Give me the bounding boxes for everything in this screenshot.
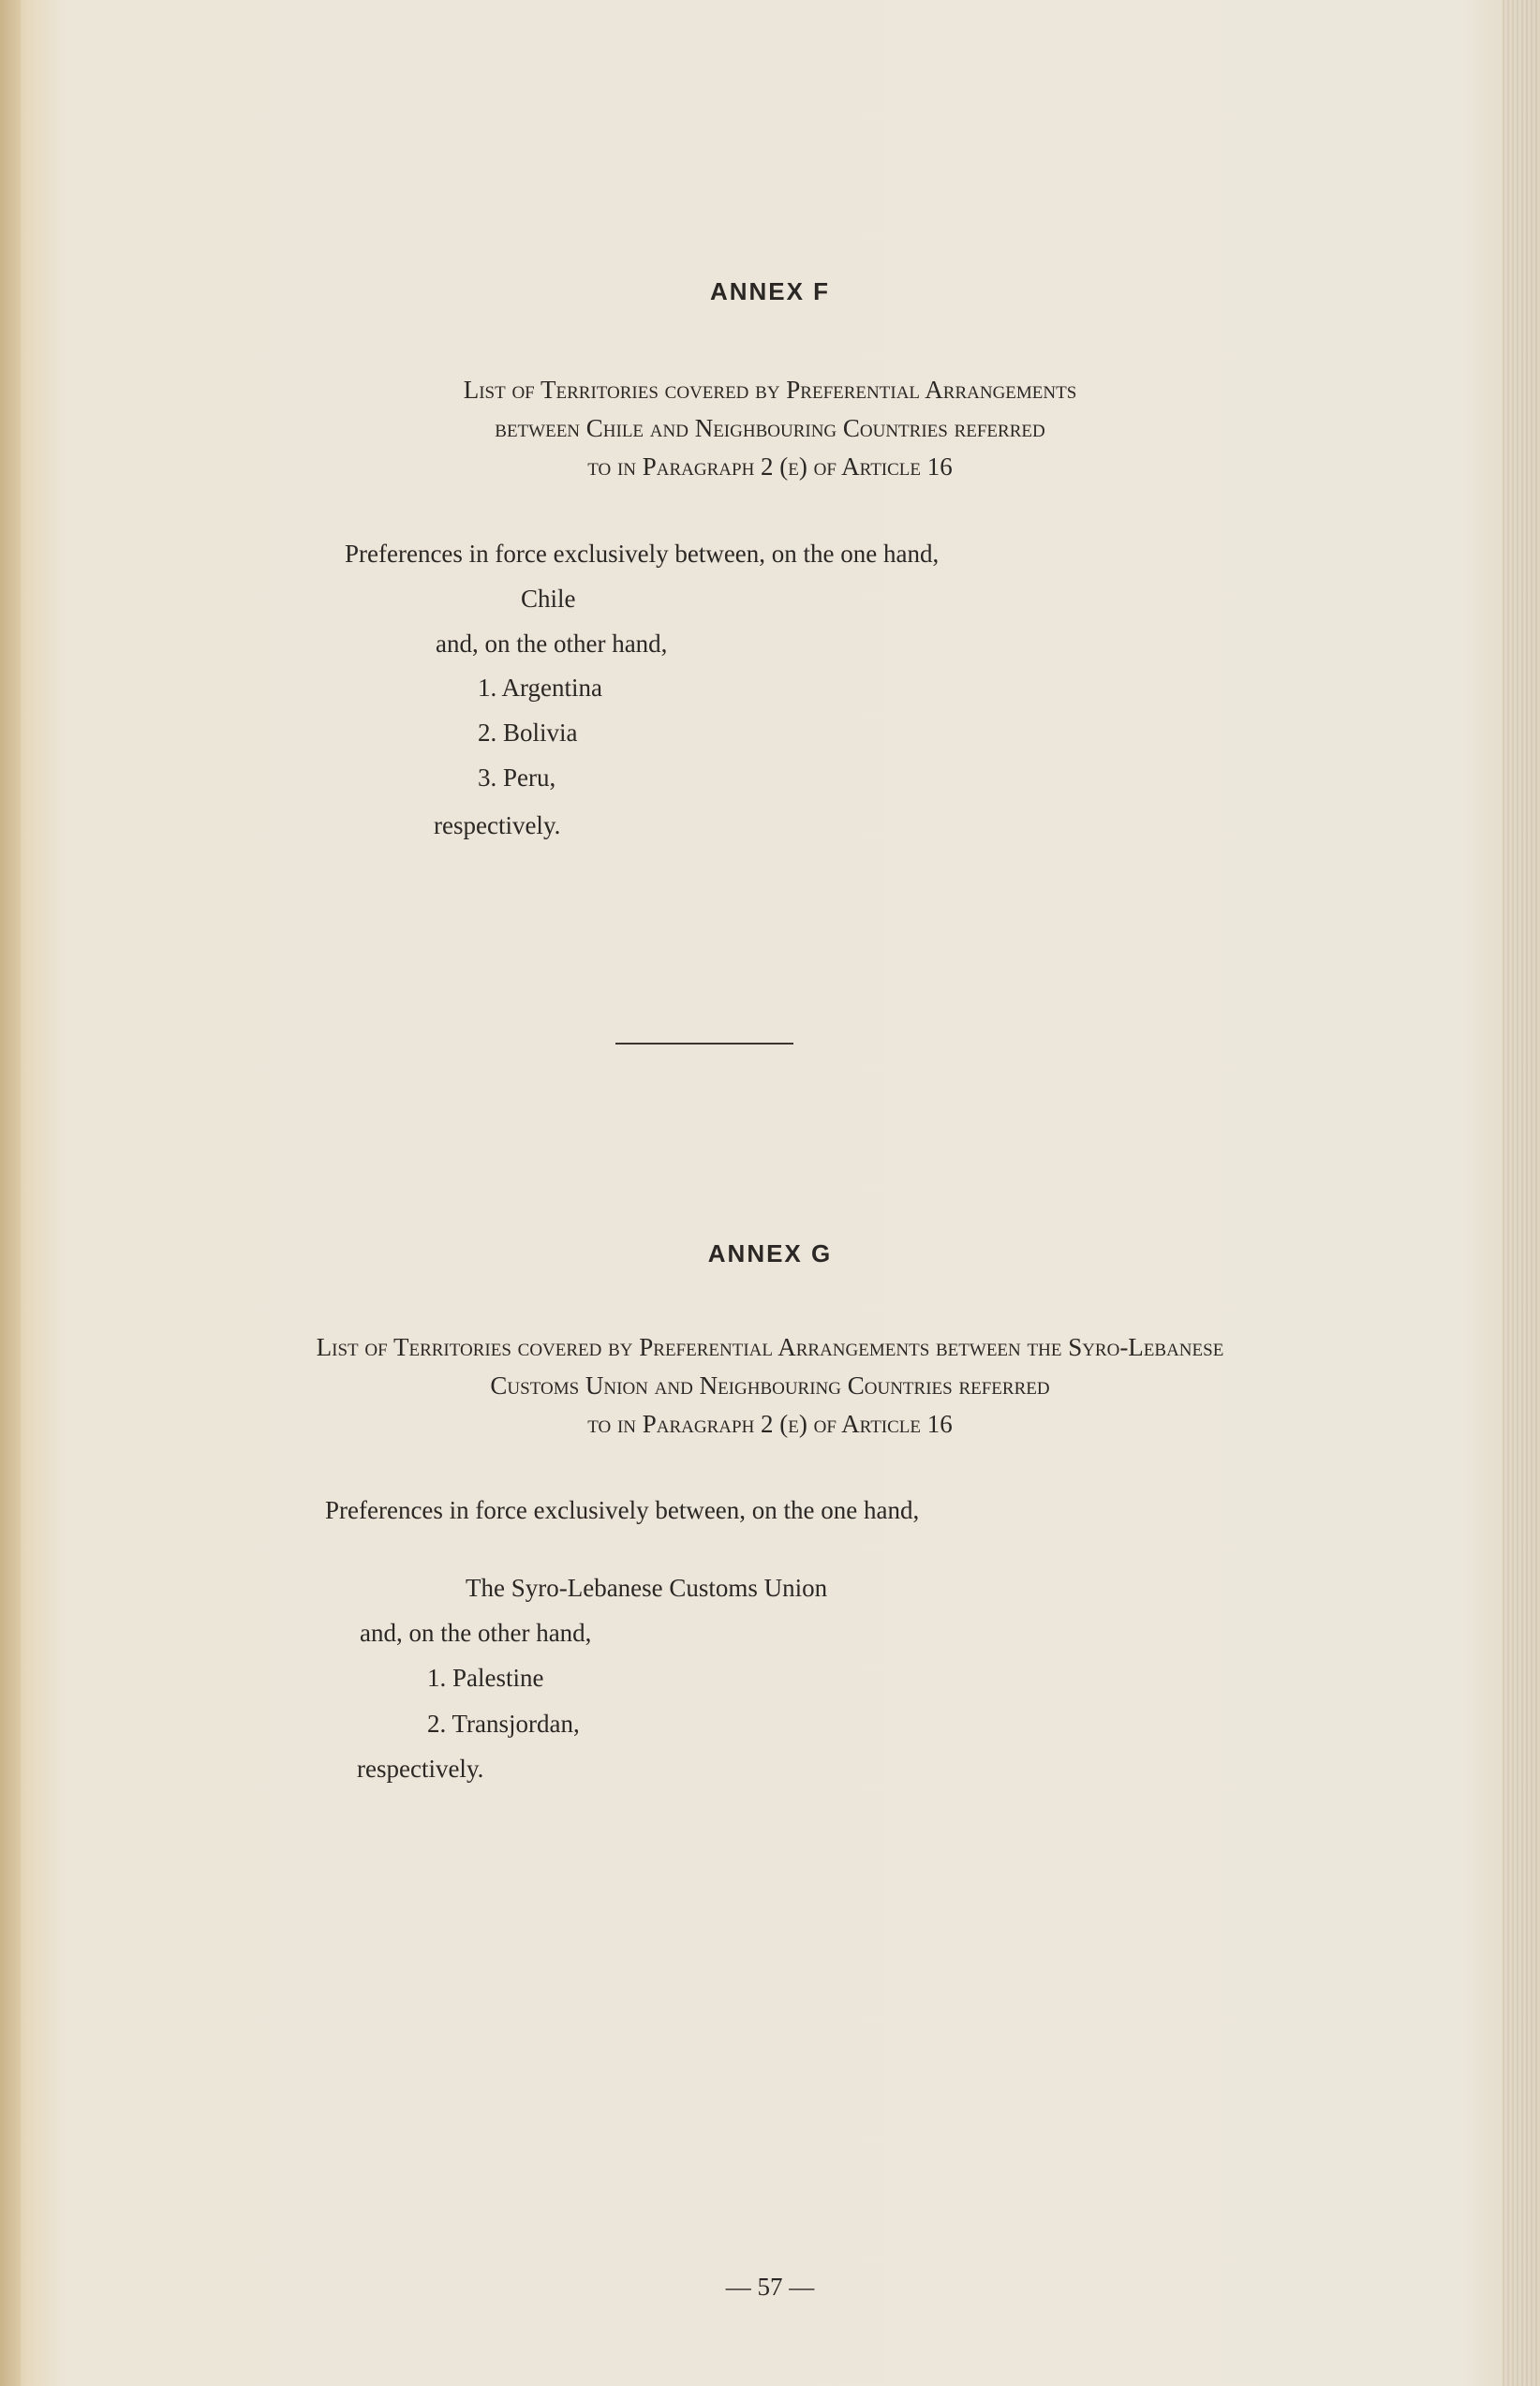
- annex-f-list-item: 1. Argentina: [478, 674, 602, 702]
- annex-f-other-hand: and, on the other hand,: [436, 630, 668, 658]
- annex-g-title: [0, 1328, 1540, 1444]
- annex-f-list-item: 2. Bolivia: [478, 719, 578, 747]
- annex-f-title-line: to in Paragraph 2 (e) of Article 16: [587, 452, 953, 481]
- annex-f-heading: ANNEX F: [709, 277, 831, 305]
- annex-f-intro: Preferences in force exclusively between, on the one hand,: [345, 540, 940, 568]
- annex-g-party: The Syro-Lebanese Customs Union: [466, 1574, 828, 1602]
- annex-f-party: Chile: [521, 585, 576, 613]
- annex-f-title: [0, 371, 1540, 486]
- annex-f-list-item: 3. Peru,: [478, 763, 556, 792]
- annex-g-intro: Preferences in force exclusively between, on the one hand,: [325, 1496, 920, 1524]
- page-edges: [1503, 0, 1540, 2386]
- annex-g-title-line: List of Territories covered by Preferential Arrangements between the Syro-Lebanese: [316, 1333, 1224, 1361]
- annex-g-other-hand: and, on the other hand,: [360, 1619, 592, 1647]
- annex-f-closing: respectively.: [434, 811, 561, 839]
- annex-g-list-item: 2. Transjordan,: [427, 1710, 580, 1738]
- annex-g-closing: respectively.: [357, 1755, 484, 1783]
- section-divider: [615, 1043, 793, 1045]
- annex-g-heading: ANNEX G: [707, 1239, 833, 1267]
- page-number: — 57 —: [725, 2273, 815, 2301]
- annex-g-list-item: 1. Palestine: [427, 1664, 544, 1692]
- annex-f-title-line: List of Territories covered by Preferential Arrangements: [463, 376, 1077, 404]
- annex-g-title-line: to in Paragraph 2 (e) of Article 16: [587, 1410, 953, 1438]
- annex-f-title-line: between Chile and Neighbouring Countries referred: [495, 414, 1045, 442]
- binding-edge: [0, 0, 21, 2386]
- annex-g-title-line: Customs Union and Neighbouring Countries referred: [490, 1371, 1050, 1400]
